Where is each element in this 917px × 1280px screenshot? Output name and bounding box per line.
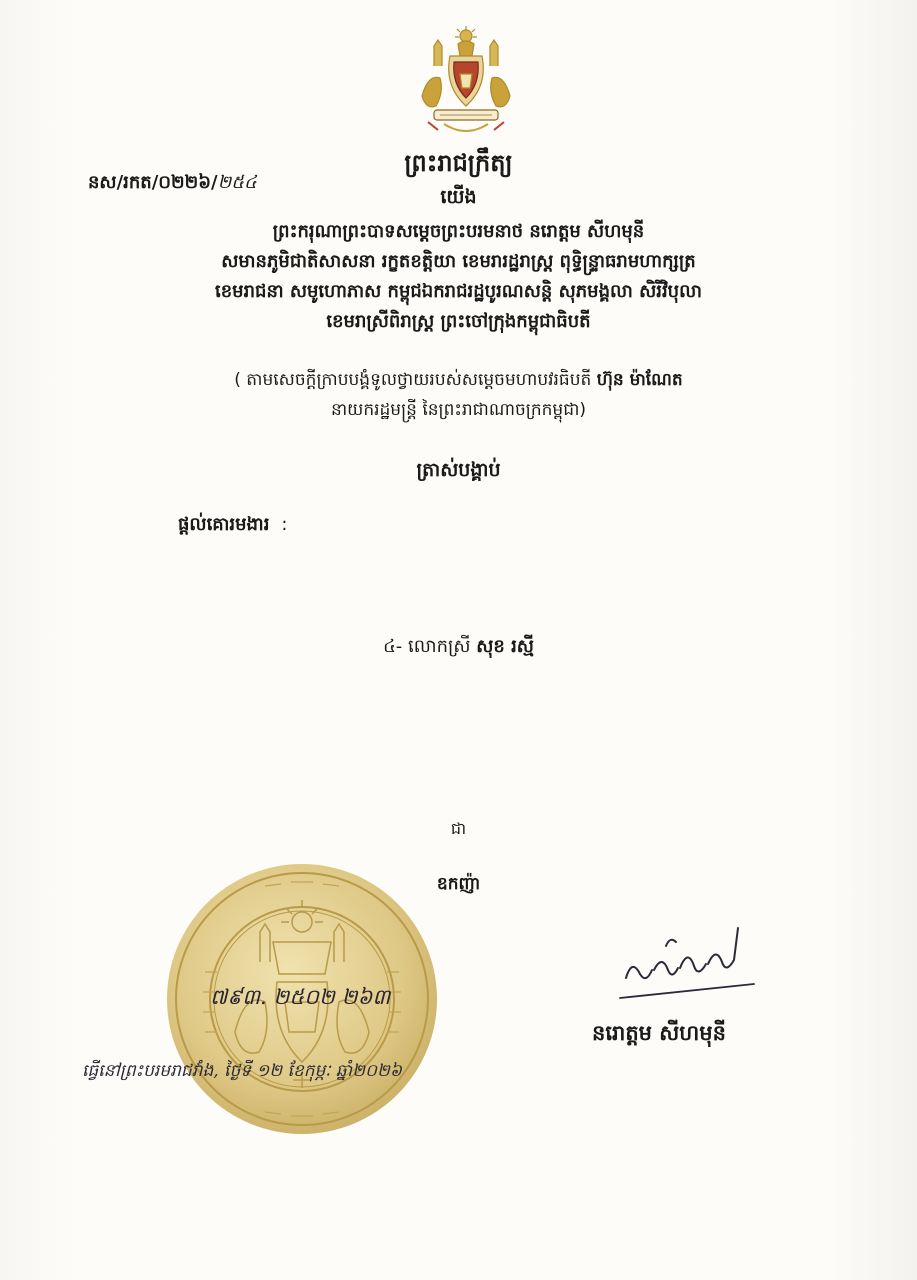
handwritten-signature-icon	[618, 918, 758, 1004]
recipient-line	[0, 634, 917, 661]
date-line: ធ្វើនៅព្រះបរមរាជវាំង, ថ្ងៃទី ១២ ខែកុម្ភៈ ឆ្នាំ២០២៦	[82, 1061, 402, 1081]
recipient-prefix: ៤- លោកស្រី	[383, 636, 471, 657]
reference-printed: នស/រកត/០២២៦/	[88, 172, 218, 193]
king-title-line-2: សមានភូមិជាតិសាសនា រក្ខតខត្តិយា ខេមរារដ្ឋរាស្ត្រ ពុទ្ធិន្ទ្រាធរាមហាក្សត្រ	[221, 251, 696, 272]
rank-title: ឧកញ៉ា	[436, 874, 481, 894]
award-label: ផ្តល់គោរមងារ	[178, 514, 270, 535]
we-heading: យើង	[440, 186, 477, 208]
decree-heading: ត្រាស់បង្គាប់	[416, 459, 501, 481]
award-label-row	[178, 512, 287, 539]
recipient-name: សុខ រស្មី	[476, 636, 534, 657]
reference-handwritten: ២៥៤	[217, 172, 257, 193]
prime-minister-name: ហ៊ុន ម៉ាណែត	[596, 370, 683, 390]
proposal-line-1	[0, 369, 917, 394]
proposal-prefix: ( តាមសេចក្តីក្រាបបង្គំទូលថ្វាយរបស់សម្តេចមហាបវរធិបតី	[234, 370, 592, 390]
king-title-line-1: ព្រះករុណាព្រះបាទសម្តេចព្រះបរមនាថ នរោត្តម សីហមុនី	[272, 221, 645, 242]
page-title: ព្រះរាជក្រឹត្យ	[404, 149, 513, 177]
seal-handwritten-number: ៧៩៣. ២៥០២ ២៦៣	[210, 985, 391, 1009]
king-title-line-4: ខេមរាស្រីពិរាស្ត្រ ព្រះចៅក្រុងកម្ពុជាធិបតី	[326, 311, 591, 332]
proposal-line-2: នាយករដ្ឋមន្ត្រី នៃព្រះរាជាណាចក្រកម្ពុជា)	[330, 400, 587, 420]
award-colon: :	[281, 514, 288, 535]
signatory-name: នរោត្តម សីហមុនី	[592, 1021, 726, 1045]
king-title-line-3: ខេមរាជនា សមូហោភាស កម្ពុជឯករាជរដ្ឋបូរណសន្តិ សុភមង្គលា សិរីវិបុលា	[215, 281, 702, 302]
royal-coat-of-arms-icon	[414, 26, 518, 138]
as-word: ជា	[450, 819, 467, 838]
